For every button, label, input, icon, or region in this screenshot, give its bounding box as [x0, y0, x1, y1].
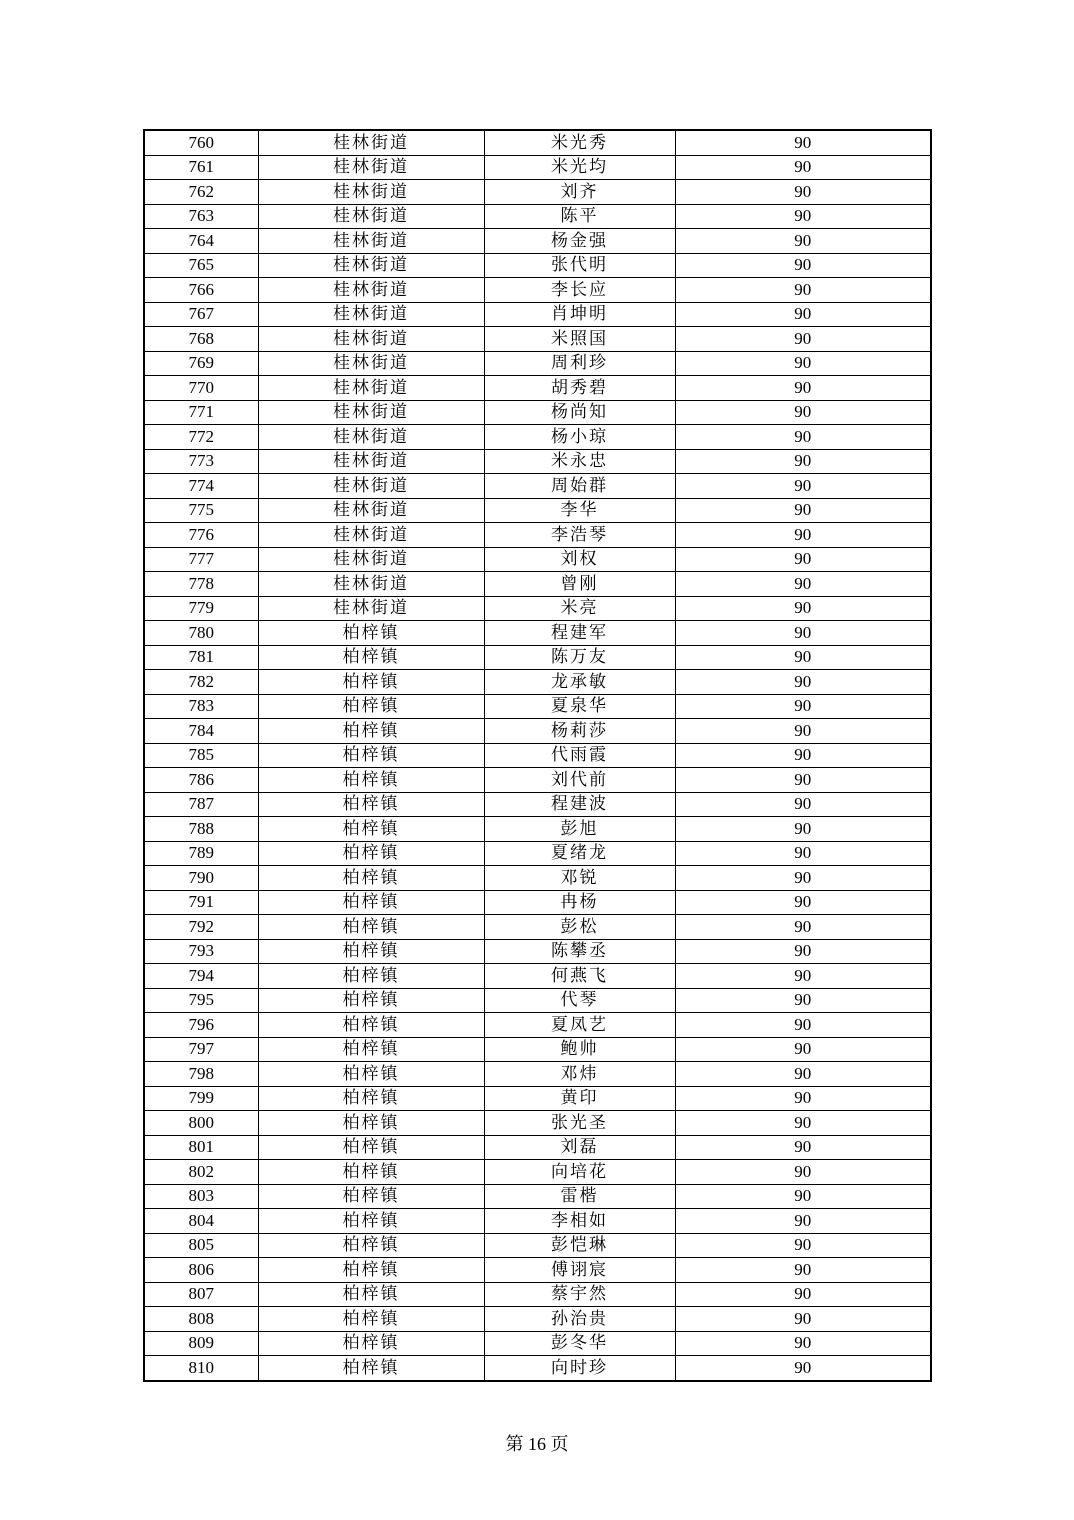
district-cell: 柏梓镇: [258, 939, 484, 964]
table-row: [144, 1160, 931, 1185]
row-number-cell: 790: [144, 866, 258, 891]
table-row: [144, 988, 931, 1013]
row-number-cell: 764: [144, 229, 258, 254]
row-number-cell: 809: [144, 1331, 258, 1356]
row-number-cell: 791: [144, 890, 258, 915]
score-cell: 90: [675, 596, 931, 621]
district-cell: 桂林街道: [258, 376, 484, 401]
score-cell: 90: [675, 645, 931, 670]
name-cell: 程建军: [484, 621, 675, 646]
score-cell: 90: [675, 400, 931, 425]
name-cell: 夏凤艺: [484, 1013, 675, 1038]
table-row: [144, 449, 931, 474]
district-cell: 柏梓镇: [258, 1258, 484, 1283]
score-cell: 90: [675, 1160, 931, 1185]
table-row: [144, 1331, 931, 1356]
district-cell: 桂林街道: [258, 547, 484, 572]
score-cell: 90: [675, 670, 931, 695]
table-row: [144, 792, 931, 817]
row-number-cell: 773: [144, 449, 258, 474]
score-cell: 90: [675, 792, 931, 817]
table-row: [144, 645, 931, 670]
row-number-cell: 787: [144, 792, 258, 817]
table-row: [144, 817, 931, 842]
district-cell: 柏梓镇: [258, 1282, 484, 1307]
score-cell: 90: [675, 1037, 931, 1062]
name-cell: 彭旭: [484, 817, 675, 842]
district-cell: 桂林街道: [258, 351, 484, 376]
district-cell: 柏梓镇: [258, 1135, 484, 1160]
table-row: [144, 964, 931, 989]
score-cell: 90: [675, 130, 931, 155]
score-cell: 90: [675, 327, 931, 352]
score-cell: 90: [675, 694, 931, 719]
table-row: [144, 1062, 931, 1087]
score-cell: 90: [675, 988, 931, 1013]
name-cell: 龙承敏: [484, 670, 675, 695]
table-row: [144, 327, 931, 352]
table-row: [144, 890, 931, 915]
name-cell: 邓炜: [484, 1062, 675, 1087]
district-cell: 柏梓镇: [258, 792, 484, 817]
row-number-cell: 763: [144, 204, 258, 229]
row-number-cell: 810: [144, 1356, 258, 1381]
district-cell: 柏梓镇: [258, 915, 484, 940]
name-cell: 杨尚知: [484, 400, 675, 425]
score-cell: 90: [675, 939, 931, 964]
row-number-cell: 780: [144, 621, 258, 646]
score-cell: 90: [675, 1258, 931, 1283]
name-cell: 米亮: [484, 596, 675, 621]
page-number: 第 16 页: [505, 1434, 569, 1454]
district-cell: 柏梓镇: [258, 1209, 484, 1234]
name-cell: 张代明: [484, 253, 675, 278]
name-cell: 程建波: [484, 792, 675, 817]
table-row: [144, 498, 931, 523]
table-row: [144, 1086, 931, 1111]
name-cell: 米永忠: [484, 449, 675, 474]
district-cell: 柏梓镇: [258, 1111, 484, 1136]
district-cell: 柏梓镇: [258, 1331, 484, 1356]
name-cell: 向培花: [484, 1160, 675, 1185]
table-row: [144, 1307, 931, 1332]
row-number-cell: 766: [144, 278, 258, 303]
score-cell: 90: [675, 523, 931, 548]
score-cell: 90: [675, 302, 931, 327]
district-cell: 桂林街道: [258, 302, 484, 327]
name-cell: 李华: [484, 498, 675, 523]
roster-table-body: [144, 130, 931, 1381]
row-number-cell: 785: [144, 743, 258, 768]
name-cell: 何燕飞: [484, 964, 675, 989]
score-cell: 90: [675, 1013, 931, 1038]
table-row: [144, 1258, 931, 1283]
name-cell: 鲍帅: [484, 1037, 675, 1062]
table-row: [144, 841, 931, 866]
row-number-cell: 767: [144, 302, 258, 327]
district-cell: 柏梓镇: [258, 621, 484, 646]
district-cell: 柏梓镇: [258, 768, 484, 793]
district-cell: 桂林街道: [258, 155, 484, 180]
district-cell: 桂林街道: [258, 572, 484, 597]
table-row: [144, 670, 931, 695]
district-cell: 柏梓镇: [258, 694, 484, 719]
score-cell: 90: [675, 621, 931, 646]
row-number-cell: 804: [144, 1209, 258, 1234]
name-cell: 李相如: [484, 1209, 675, 1234]
district-cell: 柏梓镇: [258, 1184, 484, 1209]
name-cell: 张光圣: [484, 1111, 675, 1136]
name-cell: 李长应: [484, 278, 675, 303]
name-cell: 米照国: [484, 327, 675, 352]
district-cell: 桂林街道: [258, 130, 484, 155]
name-cell: 杨小琼: [484, 425, 675, 450]
score-cell: 90: [675, 425, 931, 450]
table-row: [144, 1135, 931, 1160]
score-cell: 90: [675, 204, 931, 229]
score-cell: 90: [675, 572, 931, 597]
district-cell: 柏梓镇: [258, 719, 484, 744]
table-row: [144, 596, 931, 621]
score-cell: 90: [675, 1282, 931, 1307]
table-row: [144, 572, 931, 597]
district-cell: 柏梓镇: [258, 1086, 484, 1111]
score-cell: 90: [675, 229, 931, 254]
table-row: [144, 1013, 931, 1038]
row-number-cell: 762: [144, 180, 258, 205]
row-number-cell: 794: [144, 964, 258, 989]
name-cell: 蔡宇然: [484, 1282, 675, 1307]
row-number-cell: 797: [144, 1037, 258, 1062]
name-cell: 夏泉华: [484, 694, 675, 719]
score-cell: 90: [675, 768, 931, 793]
row-number-cell: 789: [144, 841, 258, 866]
table-row: [144, 547, 931, 572]
row-number-cell: 772: [144, 425, 258, 450]
table-row: [144, 180, 931, 205]
row-number-cell: 796: [144, 1013, 258, 1038]
table-row: [144, 400, 931, 425]
district-cell: 柏梓镇: [258, 645, 484, 670]
table-row: [144, 1233, 931, 1258]
score-cell: 90: [675, 719, 931, 744]
score-cell: 90: [675, 915, 931, 940]
district-cell: 柏梓镇: [258, 1160, 484, 1185]
district-cell: 柏梓镇: [258, 866, 484, 891]
row-number-cell: 795: [144, 988, 258, 1013]
row-number-cell: 800: [144, 1111, 258, 1136]
table-row: [144, 130, 931, 155]
score-cell: 90: [675, 278, 931, 303]
name-cell: 米光均: [484, 155, 675, 180]
district-cell: 柏梓镇: [258, 1037, 484, 1062]
score-cell: 90: [675, 449, 931, 474]
row-number-cell: 788: [144, 817, 258, 842]
table-row: [144, 253, 931, 278]
district-cell: 桂林街道: [258, 498, 484, 523]
district-cell: 桂林街道: [258, 596, 484, 621]
name-cell: 杨金强: [484, 229, 675, 254]
row-number-cell: 769: [144, 351, 258, 376]
row-number-cell: 808: [144, 1307, 258, 1332]
table-row: [144, 1111, 931, 1136]
name-cell: 陈万友: [484, 645, 675, 670]
table-row: [144, 204, 931, 229]
table-row: [144, 694, 931, 719]
district-cell: 桂林街道: [258, 425, 484, 450]
score-cell: 90: [675, 351, 931, 376]
table-row: [144, 743, 931, 768]
score-cell: 90: [675, 474, 931, 499]
score-cell: 90: [675, 1307, 931, 1332]
name-cell: 代琴: [484, 988, 675, 1013]
score-cell: 90: [675, 817, 931, 842]
table-row: [144, 1282, 931, 1307]
table-row: [144, 474, 931, 499]
table-row: [144, 939, 931, 964]
row-number-cell: 761: [144, 155, 258, 180]
name-cell: 孙治贵: [484, 1307, 675, 1332]
district-cell: 柏梓镇: [258, 890, 484, 915]
name-cell: 曾刚: [484, 572, 675, 597]
name-cell: 冉杨: [484, 890, 675, 915]
score-cell: 90: [675, 1356, 931, 1381]
table-row: [144, 155, 931, 180]
district-cell: 桂林街道: [258, 229, 484, 254]
row-number-cell: 783: [144, 694, 258, 719]
name-cell: 周利珍: [484, 351, 675, 376]
district-cell: 柏梓镇: [258, 841, 484, 866]
name-cell: 刘代前: [484, 768, 675, 793]
name-cell: 彭冬华: [484, 1331, 675, 1356]
table-row: [144, 1184, 931, 1209]
score-cell: 90: [675, 964, 931, 989]
row-number-cell: 805: [144, 1233, 258, 1258]
score-cell: 90: [675, 743, 931, 768]
district-cell: 柏梓镇: [258, 1356, 484, 1381]
row-number-cell: 779: [144, 596, 258, 621]
row-number-cell: 793: [144, 939, 258, 964]
score-cell: 90: [675, 180, 931, 205]
name-cell: 傅诩宸: [484, 1258, 675, 1283]
district-cell: 柏梓镇: [258, 670, 484, 695]
table-row: [144, 523, 931, 548]
row-number-cell: 777: [144, 547, 258, 572]
district-cell: 桂林街道: [258, 474, 484, 499]
row-number-cell: 807: [144, 1282, 258, 1307]
score-cell: 90: [675, 1135, 931, 1160]
score-cell: 90: [675, 1111, 931, 1136]
score-cell: 90: [675, 1086, 931, 1111]
score-cell: 90: [675, 866, 931, 891]
row-number-cell: 770: [144, 376, 258, 401]
table-row: [144, 915, 931, 940]
row-number-cell: 784: [144, 719, 258, 744]
district-cell: 桂林街道: [258, 449, 484, 474]
name-cell: 杨莉莎: [484, 719, 675, 744]
row-number-cell: 775: [144, 498, 258, 523]
district-cell: 桂林街道: [258, 278, 484, 303]
row-number-cell: 798: [144, 1062, 258, 1087]
row-number-cell: 774: [144, 474, 258, 499]
name-cell: 刘磊: [484, 1135, 675, 1160]
table-row: [144, 425, 931, 450]
name-cell: 陈攀丞: [484, 939, 675, 964]
row-number-cell: 782: [144, 670, 258, 695]
row-number-cell: 786: [144, 768, 258, 793]
row-number-cell: 801: [144, 1135, 258, 1160]
score-cell: 90: [675, 1184, 931, 1209]
table-row: [144, 719, 931, 744]
name-cell: 向时珍: [484, 1356, 675, 1381]
score-cell: 90: [675, 155, 931, 180]
name-cell: 陈平: [484, 204, 675, 229]
name-cell: 夏绪龙: [484, 841, 675, 866]
score-cell: 90: [675, 498, 931, 523]
row-number-cell: 799: [144, 1086, 258, 1111]
row-number-cell: 768: [144, 327, 258, 352]
roster-table: [143, 129, 932, 1382]
name-cell: 李浩琴: [484, 523, 675, 548]
score-cell: 90: [675, 376, 931, 401]
name-cell: 肖坤明: [484, 302, 675, 327]
table-row: [144, 376, 931, 401]
name-cell: 雷楷: [484, 1184, 675, 1209]
name-cell: 彭松: [484, 915, 675, 940]
name-cell: 邓锐: [484, 866, 675, 891]
score-cell: 90: [675, 1209, 931, 1234]
name-cell: 米光秀: [484, 130, 675, 155]
score-cell: 90: [675, 890, 931, 915]
table-row: [144, 1209, 931, 1234]
score-cell: 90: [675, 841, 931, 866]
table-row: [144, 866, 931, 891]
score-cell: 90: [675, 253, 931, 278]
row-number-cell: 765: [144, 253, 258, 278]
table-row: [144, 1356, 931, 1381]
district-cell: 柏梓镇: [258, 743, 484, 768]
score-cell: 90: [675, 1062, 931, 1087]
name-cell: 刘权: [484, 547, 675, 572]
district-cell: 柏梓镇: [258, 1013, 484, 1038]
table-row: [144, 278, 931, 303]
district-cell: 桂林街道: [258, 523, 484, 548]
district-cell: 柏梓镇: [258, 1233, 484, 1258]
row-number-cell: 806: [144, 1258, 258, 1283]
name-cell: 代雨霞: [484, 743, 675, 768]
district-cell: 桂林街道: [258, 180, 484, 205]
table-row: [144, 229, 931, 254]
district-cell: 桂林街道: [258, 253, 484, 278]
row-number-cell: 792: [144, 915, 258, 940]
score-cell: 90: [675, 1233, 931, 1258]
district-cell: 柏梓镇: [258, 817, 484, 842]
table-row: [144, 1037, 931, 1062]
row-number-cell: 778: [144, 572, 258, 597]
table-row: [144, 302, 931, 327]
district-cell: 桂林街道: [258, 327, 484, 352]
table-row: [144, 768, 931, 793]
name-cell: 黄印: [484, 1086, 675, 1111]
district-cell: 柏梓镇: [258, 988, 484, 1013]
row-number-cell: 781: [144, 645, 258, 670]
score-cell: 90: [675, 547, 931, 572]
row-number-cell: 771: [144, 400, 258, 425]
row-number-cell: 760: [144, 130, 258, 155]
row-number-cell: 776: [144, 523, 258, 548]
table-row: [144, 351, 931, 376]
row-number-cell: 802: [144, 1160, 258, 1185]
name-cell: 刘齐: [484, 180, 675, 205]
district-cell: 柏梓镇: [258, 1062, 484, 1087]
district-cell: 柏梓镇: [258, 1307, 484, 1332]
district-cell: 柏梓镇: [258, 964, 484, 989]
table-row: [144, 621, 931, 646]
name-cell: 胡秀碧: [484, 376, 675, 401]
district-cell: 桂林街道: [258, 400, 484, 425]
district-cell: 桂林街道: [258, 204, 484, 229]
score-cell: 90: [675, 1331, 931, 1356]
name-cell: 彭恺琳: [484, 1233, 675, 1258]
name-cell: 周始群: [484, 474, 675, 499]
row-number-cell: 803: [144, 1184, 258, 1209]
